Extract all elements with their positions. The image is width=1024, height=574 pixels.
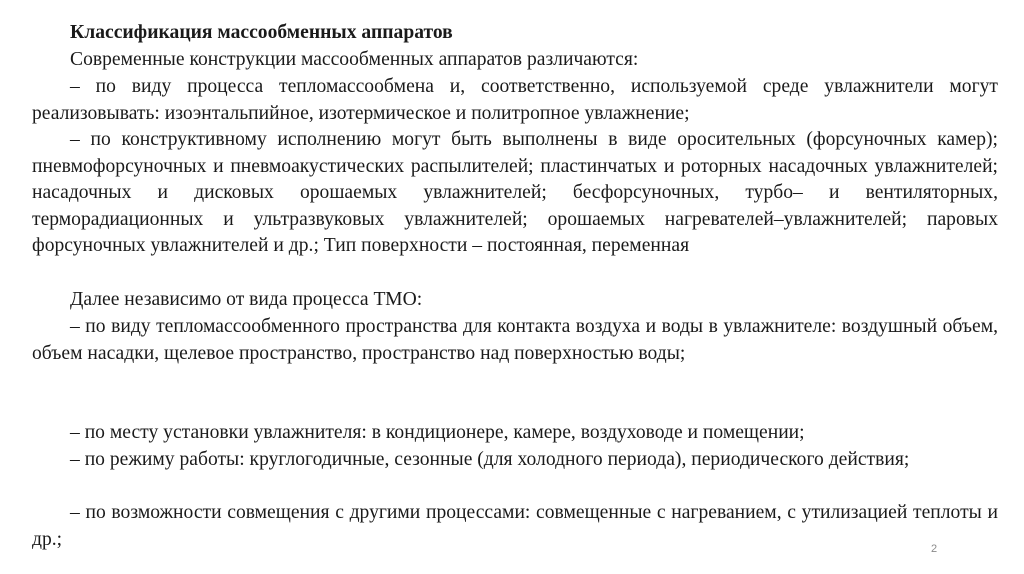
- intro-paragraph: Современные конструкции массообменных аппаратов различаются:: [70, 49, 639, 70]
- list-item-combination: – по возможности совмещения с другими процессами: совмещенные с нагреванием, с утилизацией теплоты и др.;: [32, 502, 998, 550]
- list-item-operation-mode: – по режиму работы: круглогодичные, сезонные (для холодного периода), периодического действия;: [70, 449, 910, 470]
- list-item-construction: – по конструктивному исполнению могут быть выполнены в виде оросительных (форсуночных камер); пневмофорсуночных и пневмоакустических распылителей; пластинчатых и роторных насадочных увлажнителей; насадочных и дисковых орошаемых увлажнителей; бесфорсуночных, турбо– и вентиляторных, терморадиационных и ультразвуковых увлажнителей; орошаемых нагревателей–увлажнителей; паровых форсуночных увлажнителей и др.; Тип поверхности – постоянная, переменная: [32, 129, 998, 257]
- list-item-process-type: – по виду процесса тепломассообмена и, соответственно, используемой среде увлажнители могут реализовывать: изоэнтальпийное, изотермическое и политропное увлажнение;: [32, 76, 998, 124]
- ttm-paragraph: Далее независимо от вида процесса ТМО:: [70, 289, 423, 310]
- page-title: Классификация массообменных аппаратов: [70, 22, 453, 43]
- list-item-exchange-space: – по виду тепломассообменного пространства для контакта воздуха и воды в увлажнителе: воздушный объем, объем насадки, щелевое пространство, пространство над поверхностью воды;: [32, 316, 998, 364]
- page-number: 2: [931, 543, 938, 555]
- list-item-installation-place: – по месту установки увлажнителя: в кондиционере, камере, воздуховоде и помещении;: [70, 422, 805, 443]
